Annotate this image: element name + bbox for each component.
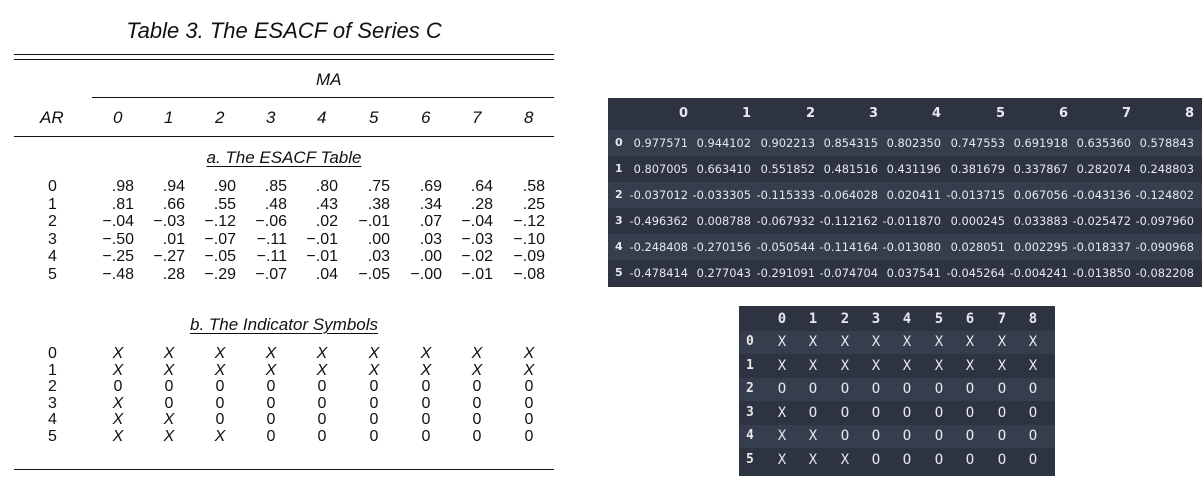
esacf-cell: .00 [367, 230, 390, 248]
dataframe-cell: -0.064028 [819, 188, 878, 202]
symbol-cell: X [265, 361, 277, 379]
row-label: 1 [48, 195, 57, 213]
indicator-cell: X [871, 357, 881, 374]
dataframe-cell: -0.248408 [629, 240, 688, 254]
symbol-cell: X [214, 345, 226, 362]
top-rule-second [14, 59, 554, 60]
dataframe-column-header: 5 [995, 106, 1005, 121]
symbol-cell: 0 [266, 378, 276, 395]
esacf-cell: −.00 [410, 265, 442, 283]
indicator-cell: O [871, 381, 881, 397]
row-label: 1 [48, 361, 57, 379]
indicator-row-index: 2 [746, 381, 754, 396]
esacf-cell: .85 [264, 178, 287, 195]
symbol-cell: 0 [266, 427, 276, 445]
row-label: 3 [48, 394, 57, 412]
printed-table [14, 18, 554, 474]
symbol-cell: 0 [524, 394, 534, 412]
indicator-cell: O [871, 451, 881, 468]
esacf-cell: −.01 [306, 248, 338, 265]
column-header: 1 [164, 108, 174, 127]
esacf-cell: .55 [213, 195, 236, 213]
dataframe-row-index: 1 [615, 162, 623, 175]
esacf-cell: −.29 [204, 265, 236, 283]
symbol-cell: X [163, 411, 175, 428]
symbol-cell: X [316, 345, 328, 362]
indicator-cell: O [1028, 428, 1038, 444]
esacf-cell: −.27 [153, 248, 185, 265]
indicator-cell: X [808, 334, 818, 350]
esacf-cell: −.12 [204, 213, 236, 230]
symbol-cell: 0 [369, 394, 379, 412]
dataframe-cell: -0.270156 [692, 240, 751, 254]
indicator-column-header: 5 [934, 311, 944, 327]
dataframe-cell: -0.018337 [1072, 240, 1131, 254]
esacf-cell: .28 [470, 195, 493, 213]
esacf-cell: .98 [111, 178, 134, 195]
header-rule [14, 136, 554, 137]
dataframe-cell: 0.037541 [886, 266, 941, 280]
indicator-cell: O [808, 381, 818, 397]
esacf-cell: .43 [315, 195, 338, 213]
top-rule [14, 54, 554, 55]
symbol-cell: X [112, 345, 124, 362]
esacf-cell: −.01 [461, 265, 493, 283]
indicator-cell: O [965, 404, 975, 421]
symbol-cell: 0 [472, 378, 482, 395]
indicator-column-header: 3 [871, 311, 881, 327]
dataframe-row-index: 3 [615, 214, 623, 227]
symbol-cell: 0 [421, 427, 431, 445]
esacf-cell: −.05 [204, 248, 236, 265]
indicator-dataframe [739, 306, 1055, 476]
dataframe-row [608, 234, 1202, 260]
indicator-cell: X [840, 357, 850, 374]
indicator-cell: X [934, 334, 944, 350]
esacf-cell: .00 [419, 248, 442, 265]
indicator-cell: O [1028, 381, 1038, 397]
indicator-row [739, 449, 1055, 472]
ma-underline [92, 97, 554, 98]
esacf-cell: .03 [367, 248, 390, 265]
indicator-cell: O [871, 428, 881, 444]
indicator-cell: X [965, 334, 975, 350]
esacf-cell: .58 [522, 178, 545, 195]
indicator-row [739, 378, 1055, 401]
symbol-cell: 0 [369, 411, 379, 428]
indicator-cell: O [840, 404, 850, 421]
dataframe-column-header: 0 [678, 106, 688, 121]
esacf-cell: .03 [419, 230, 442, 248]
dataframe-cell: 0.807005 [633, 162, 688, 176]
dataframe-cell: -0.013080 [882, 240, 941, 254]
dataframe-cell: 0.381679 [950, 162, 1005, 176]
indicator-cell: O [902, 404, 912, 421]
indicator-cell: O [902, 381, 912, 397]
esacf-cell: .25 [522, 195, 545, 213]
dataframe-cell: 0.747553 [950, 136, 1005, 150]
indicator-column-header: 7 [997, 311, 1007, 327]
esacf-cell: .38 [367, 195, 390, 213]
indicator-column-header: 4 [902, 311, 912, 327]
symbol-cell: X [163, 427, 175, 445]
dataframe-cell: -0.011870 [882, 214, 941, 228]
bottom-rule [14, 469, 554, 470]
esacf-cell: −.05 [358, 265, 390, 283]
indicator-cell: X [808, 357, 818, 374]
dataframe-row-index: 5 [615, 266, 623, 279]
esacf-cell: .80 [315, 178, 338, 195]
column-header: 5 [369, 108, 379, 127]
dataframe-cell: 0.282074 [1076, 162, 1131, 176]
symbol-cell: X [163, 345, 175, 362]
symbol-cell: 0 [266, 411, 276, 428]
row-label: 0 [48, 345, 57, 362]
indicator-row-index: 3 [746, 404, 754, 420]
dataframe-column-header: 1 [741, 106, 751, 121]
symbol-cell: X [368, 345, 380, 362]
dataframe-cell: -0.115333 [756, 188, 815, 202]
column-header: 7 [472, 108, 482, 127]
column-header: 6 [421, 108, 431, 127]
symbol-cell: X [316, 361, 328, 379]
esacf-cell: .02 [315, 213, 338, 230]
symbol-cell: X [214, 361, 226, 379]
indicator-cell: X [997, 334, 1007, 350]
esacf-cell: −.10 [513, 230, 545, 248]
indicator-cell: O [840, 428, 850, 444]
dataframe-row-index: 2 [615, 188, 623, 201]
column-header: 3 [266, 108, 276, 127]
esacf-cell: .90 [213, 178, 236, 195]
row-label: 3 [48, 230, 57, 248]
dataframe-row [608, 260, 1202, 286]
symbol-cell: 0 [472, 394, 482, 412]
indicator-cell: X [1028, 334, 1038, 350]
dataframe-column-header: 4 [931, 106, 941, 121]
esacf-cell: .07 [419, 213, 442, 230]
esacf-cell: .34 [419, 195, 442, 213]
symbol-cell: 0 [317, 411, 327, 428]
dataframe-row [608, 130, 1202, 156]
indicator-cell: O [965, 451, 975, 468]
indicator-cell: O [997, 451, 1007, 468]
esacf-cell: .48 [264, 195, 287, 213]
row-label: 2 [48, 378, 57, 395]
indicator-cell: O [777, 381, 787, 397]
esacf-cell: −.09 [513, 248, 545, 265]
esacf-cell: .75 [367, 178, 390, 195]
indicator-row-index: 0 [746, 334, 754, 349]
symbol-cell: X [420, 345, 432, 362]
symbol-cell: X [420, 361, 432, 379]
indicator-cell: X [777, 357, 787, 374]
indicator-row [739, 425, 1055, 448]
symbol-cell: 0 [524, 411, 534, 428]
indicator-cell: X [777, 404, 787, 421]
indicator-cell: O [997, 381, 1007, 397]
dataframe-cell: 0.028051 [950, 240, 1005, 254]
esacf-cell: −.04 [102, 213, 134, 230]
indicator-cell: X [840, 334, 850, 350]
indicator-cell: X [902, 357, 912, 374]
indicator-row-index: 4 [746, 428, 754, 443]
dataframe-cell: -0.478414 [629, 266, 688, 280]
indicator-cell: O [934, 428, 944, 444]
indicator-cell: X [965, 357, 975, 374]
symbol-cell: X [368, 361, 380, 379]
dataframe-row [608, 156, 1202, 182]
indicator-cell: X [902, 334, 912, 350]
dataframe-cell: 0.481516 [823, 162, 878, 176]
ma-label: MA [316, 70, 342, 89]
dataframe-cell: -0.112162 [819, 214, 878, 228]
symbol-cell: 0 [215, 394, 225, 412]
dataframe-cell: -0.090968 [1135, 240, 1194, 254]
symbol-cell: X [265, 345, 277, 362]
symbol-cell: X [471, 361, 483, 379]
dataframe-cell: 0.277043 [696, 266, 751, 280]
esacf-cell: −.48 [102, 265, 134, 283]
indicator-cell: O [965, 428, 975, 444]
symbol-cell: 0 [266, 394, 276, 412]
column-header: 0 [113, 108, 123, 127]
dataframe-column-header: 7 [1121, 106, 1131, 121]
symbol-cell: X [523, 361, 535, 379]
indicator-cell: X [934, 357, 944, 374]
indicator-cell: X [808, 428, 818, 444]
dataframe-row [608, 208, 1202, 234]
column-header: 4 [317, 108, 327, 127]
indicator-row-index: 5 [746, 451, 754, 467]
esacf-cell: −.11 [256, 248, 287, 265]
dataframe-column-header: 6 [1058, 106, 1068, 121]
section-b-title: b. The Indicator Symbols [189, 315, 379, 334]
symbol-cell: 0 [317, 378, 327, 395]
dataframe-cell: -0.025472 [1072, 214, 1131, 228]
row-label: 2 [48, 213, 57, 230]
dataframe-row [608, 182, 1202, 208]
dataframe-cell: -0.082208 [1135, 266, 1194, 280]
indicator-cell: O [934, 381, 944, 397]
dataframe-cell: 0.691918 [1013, 136, 1068, 150]
dataframe-cell: 0.663410 [696, 162, 751, 176]
symbol-cell: 0 [317, 394, 327, 412]
symbol-cell: X [112, 361, 124, 379]
symbol-cell: 0 [421, 394, 431, 412]
esacf-cell: .81 [111, 195, 134, 213]
esacf-cell: −.02 [461, 248, 493, 265]
dataframe-cell: -0.097960 [1135, 214, 1194, 228]
dataframe-cell: -0.037012 [629, 188, 688, 202]
esacf-cell: −.11 [256, 230, 287, 248]
indicator-column-header: 2 [840, 311, 850, 327]
table-title: Table 3. The ESACF of Series C [126, 18, 442, 43]
dataframe-column-header: 3 [868, 106, 878, 121]
symbol-cell: 0 [421, 378, 431, 395]
symbol-cell: 0 [369, 427, 379, 445]
esacf-cell: .64 [470, 178, 493, 195]
dataframe-row-index: 4 [615, 240, 623, 253]
dataframe-cell: -0.045264 [946, 266, 1005, 280]
symbol-cell: 0 [215, 411, 225, 428]
indicator-cell: X [808, 451, 818, 468]
dataframe-cell: -0.114164 [819, 240, 878, 254]
dataframe-cell: -0.124802 [1135, 188, 1194, 202]
esacf-cell: −.03 [461, 230, 493, 248]
section-a-title: a. The ESACF Table [206, 148, 362, 167]
row-label: 5 [48, 265, 57, 283]
esacf-cell: −.25 [102, 248, 134, 265]
indicator-cell: X [997, 357, 1007, 374]
indicator-row [739, 402, 1055, 425]
indicator-cell: O [1028, 404, 1038, 421]
indicator-cell: O [871, 404, 881, 421]
dataframe-cell: -0.074704 [819, 266, 878, 280]
symbol-cell: X [523, 345, 535, 362]
dataframe-cell: 0.020411 [886, 188, 941, 202]
indicator-cell: X [777, 428, 787, 444]
indicator-row-index: 1 [746, 357, 754, 373]
row-label: 4 [48, 411, 57, 428]
symbol-cell: 0 [472, 411, 482, 428]
row-label: 0 [48, 178, 57, 195]
dataframe-cell: 0.902213 [760, 136, 815, 150]
symbol-cell: 0 [113, 378, 123, 395]
indicator-cell: X [871, 334, 881, 350]
indicator-row [739, 331, 1055, 354]
esacf-cell: −.01 [306, 230, 338, 248]
dataframe-cell: 0.067056 [1013, 188, 1068, 202]
dataframe-column-header: 2 [805, 106, 815, 121]
symbol-cell: X [214, 427, 226, 445]
esacf-cell: −.03 [153, 213, 185, 230]
dataframe-cell: 0.033883 [1013, 214, 1068, 228]
symbol-cell: X [112, 411, 124, 428]
indicator-cell: X [777, 451, 787, 468]
dataframe-cell: 0.802350 [886, 136, 941, 150]
symbol-cell: 0 [164, 394, 174, 412]
dataframe-cell: -0.067932 [756, 214, 815, 228]
indicator-column-header: 1 [808, 311, 818, 327]
esacf-cell: .69 [419, 178, 442, 195]
indicator-cell: O [934, 451, 944, 468]
esacf-cell: −.50 [102, 230, 134, 248]
indicator-cell: O [902, 428, 912, 444]
indicator-cell: X [1028, 357, 1038, 374]
esacf-cell: −.04 [461, 213, 493, 230]
symbol-cell: 0 [421, 411, 431, 428]
dataframe-cell: -0.013715 [946, 188, 1005, 202]
dataframe-cell: -0.004241 [1009, 266, 1068, 280]
dataframe-cell: 0.337867 [1013, 162, 1068, 176]
symbol-cell: 0 [524, 427, 534, 445]
indicator-cell: O [1028, 451, 1038, 468]
row-label: 4 [48, 248, 57, 265]
dataframe-cell: -0.291091 [756, 266, 815, 280]
indicator-cell: O [840, 381, 850, 397]
dataframe-cell: 0.854315 [823, 136, 878, 150]
indicator-cell: O [902, 451, 912, 468]
row-label: 5 [48, 427, 57, 445]
dataframe-cell: 0.944102 [696, 136, 751, 150]
ar-label: AR [40, 108, 64, 127]
dataframe-cell: 0.551852 [760, 162, 815, 176]
esacf-cell: .94 [162, 178, 185, 195]
indicator-cell: X [840, 451, 850, 468]
indicator-column-header: 0 [777, 311, 787, 327]
indicator-column-header: 8 [1028, 311, 1038, 327]
symbol-cell: 0 [369, 378, 379, 395]
dataframe-cell: 0.000245 [950, 214, 1005, 228]
symbol-cell: 0 [472, 427, 482, 445]
symbol-cell: 0 [317, 427, 327, 445]
symbol-cell: X [112, 427, 124, 445]
dataframe-cell: -0.043136 [1072, 188, 1131, 202]
dataframe-cell: -0.033305 [692, 188, 751, 202]
indicator-cell: O [997, 428, 1007, 444]
dataframe-cell: -0.496362 [629, 214, 688, 228]
indicator-cell: O [934, 404, 944, 421]
column-header: 8 [524, 108, 534, 127]
indicator-cell: X [777, 334, 787, 350]
dataframe-column-header: 8 [1184, 106, 1194, 121]
dataframe-cell: 0.008788 [696, 214, 751, 228]
dataframe-cell: 0.977571 [633, 136, 688, 150]
dataframe-cell: 0.431196 [886, 162, 941, 176]
indicator-cell: O [997, 404, 1007, 421]
esacf-cell: .04 [315, 265, 338, 283]
esacf-cell: −.07 [204, 230, 236, 248]
esacf-cell: .28 [162, 265, 185, 283]
esacf-cell: −.07 [255, 265, 287, 283]
symbol-cell: X [471, 345, 483, 362]
dataframe-cell: 0.002295 [1013, 240, 1068, 254]
dataframe-cell: 0.578843 [1139, 136, 1194, 150]
esacf-cell: .01 [162, 230, 185, 248]
column-header: 2 [215, 108, 225, 127]
indicator-row [739, 355, 1055, 378]
indicator-cell: O [965, 381, 975, 397]
dataframe-cell: -0.013850 [1072, 266, 1131, 280]
symbol-cell: 0 [524, 378, 534, 395]
indicator-cell: O [808, 404, 818, 421]
symbol-cell: X [112, 394, 124, 412]
indicator-column-header: 6 [965, 311, 975, 327]
esacf-cell: −.01 [358, 213, 390, 230]
dataframe-cell: 0.248803 [1139, 162, 1194, 176]
esacf-cell: .66 [162, 195, 185, 213]
dataframe-cell: 0.635360 [1076, 136, 1131, 150]
dataframe-row-index: 0 [615, 136, 623, 149]
esacf-cell: −.06 [255, 213, 287, 230]
symbol-cell: X [163, 361, 175, 379]
esacf-cell: −.08 [513, 265, 545, 283]
symbol-cell: 0 [164, 378, 174, 395]
esacf-cell: −.12 [513, 213, 545, 230]
dataframe-cell: -0.050544 [756, 240, 815, 254]
esacf-dataframe [608, 98, 1202, 287]
symbol-cell: 0 [215, 378, 225, 395]
